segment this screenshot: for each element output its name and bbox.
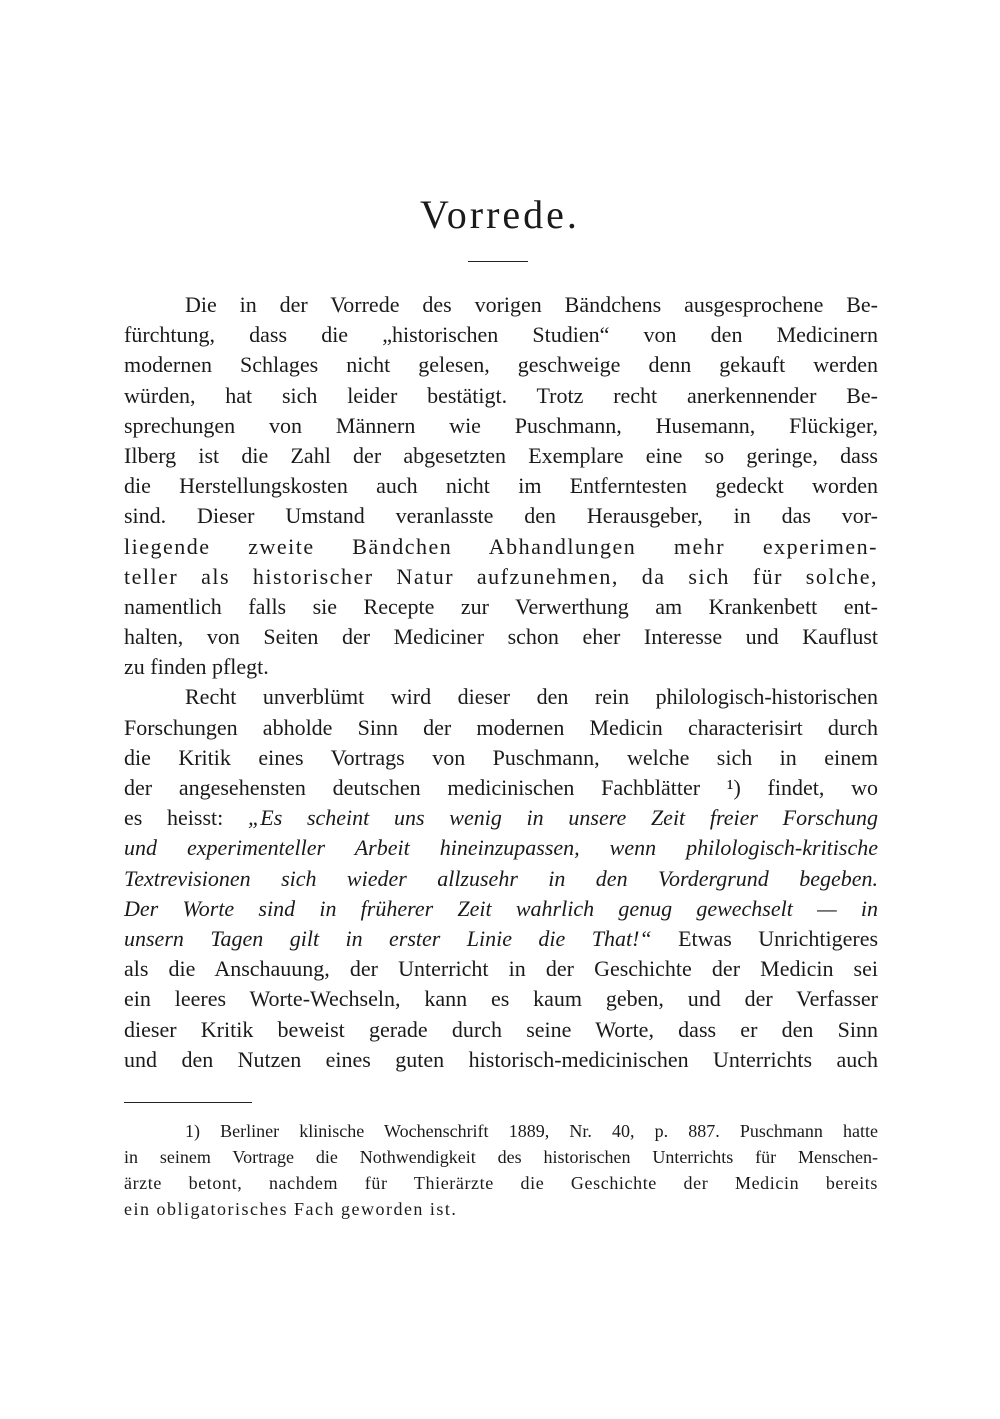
- text-line: ein leeres Worte-Wechseln, kann es kaum geben, und der Verfasser: [124, 986, 878, 1012]
- text-line: würden, hat sich leider bestätigt. Trotz recht anerkennender Be-: [124, 382, 878, 408]
- text-line: namentlich falls sie Recepte zur Verwerthung am Krankenbett ent-: [124, 593, 878, 619]
- title-rule: [468, 261, 528, 262]
- text-line-mixed: [124, 803, 878, 833]
- quote-line: und experimenteller Arbeit hineinzupassen, wenn philologisch-kritische: [124, 835, 878, 861]
- quote-line: Textrevisionen sich wieder allzusehr in den Vordergrund begeben.: [124, 865, 878, 891]
- footnote-line: in seinem Vortrage die Nothwendigkeit des historischen Unterrichts für Menschen-: [124, 1147, 878, 1167]
- text-line: die Kritik eines Vortrags von Puschmann, welche sich in einem: [124, 744, 878, 770]
- text-line: halten, von Seiten der Mediciner schon eher Interesse und Kauflust: [124, 624, 878, 650]
- text-line: als die Anschauung, der Unterricht in der Geschichte der Medicin sei: [124, 956, 878, 982]
- footnote-line: ärzte betont, nachdem für Thierärzte die Geschichte der Medicin bereits: [124, 1173, 878, 1193]
- text-line: fürchtung, dass die „historischen Studien“ von den Medicinern: [124, 322, 878, 348]
- text-line: teller als historischer Natur aufzunehmen, da sich für solche,: [124, 563, 878, 589]
- text-line: liegende zweite Bändchen Abhandlungen mehr experimen-: [124, 533, 878, 559]
- footnote-rule: [124, 1102, 252, 1103]
- text-line: Forschungen abholde Sinn der modernen Medicin characterisirt durch: [124, 714, 878, 740]
- text-line: sprechungen von Männern wie Puschmann, Husemann, Flückiger,: [124, 412, 878, 438]
- body-text: [124, 290, 878, 1075]
- quote-text: „Es scheint uns wenig in unsere Zeit freier Forschung: [248, 805, 879, 831]
- text-line: der angesehensten deutschen medicinischen Fachblätter ¹) findet, wo: [124, 775, 878, 800]
- quote-line: Der Worte sind in früherer Zeit wahrlich genug gewechselt — in: [124, 895, 878, 921]
- quote-text: unsern Tagen gilt in erster Linie die That!“: [124, 925, 652, 951]
- text-run: Etwas Unrichtigeres: [678, 925, 879, 951]
- text-line: Die in der Vorrede des vorigen Bändchens ausgesprochene Be-: [185, 292, 878, 317]
- text-line: die Herstellungskosten auch nicht im Entferntesten gedeckt worden: [124, 473, 878, 499]
- text-line: und den Nutzen eines guten historisch-medicinischen Unterrichts auch: [124, 1046, 878, 1072]
- text-line: Recht unverblümt wird dieser den rein philologisch-historischen: [185, 684, 878, 710]
- text-line: Ilberg ist die Zahl der abgesetzten Exemplare eine so geringe, dass: [124, 442, 878, 468]
- page-title: Vorrede.: [420, 192, 580, 237]
- text-run: es heisst:: [124, 805, 224, 831]
- text-line: modernen Schlages nicht gelesen, geschweige denn gekauft werden: [124, 352, 878, 378]
- footnote-line: 1) Berliner klinische Wochenschrift 1889, Nr. 40, p. 887. Puschmann hatte: [185, 1121, 878, 1141]
- footnote-line: ein obligatorisches Fach geworden ist.: [124, 1199, 458, 1219]
- text-line: dieser Kritik beweist gerade durch seine Worte, dass er den Sinn: [124, 1016, 878, 1042]
- text-line-mixed: [124, 924, 878, 954]
- footnotes: [124, 1118, 878, 1222]
- text-line: zu finden pflegt.: [124, 654, 269, 680]
- text-line: sind. Dieser Umstand veranlasste den Herausgeber, in das vor-: [124, 503, 878, 529]
